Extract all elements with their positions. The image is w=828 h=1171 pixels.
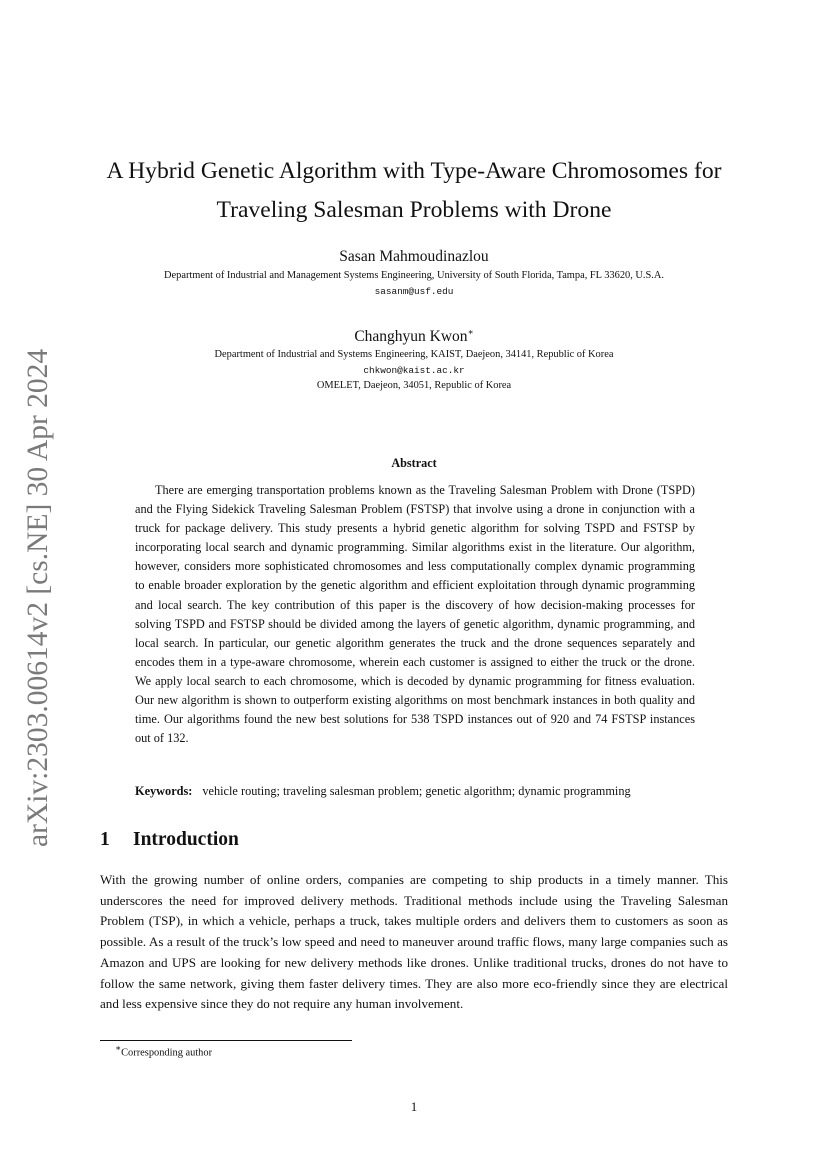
abstract-body: There are emerging transportation problems known as the Traveling Salesman Problem with Drone (TSPD) and the Flying Sidekick Traveling Salesman Problem (FSTSP) that involve using a drone in conjunction with a truck for package delivery. This study presents a hybrid genetic algorithm for solving TSPD and FSTSP by incorporating local search and dynamic programming. Similar algorithms exist in the literature. Our algorithm, however, considers more sophisticated chromosomes and less computationally complex dynamic programming to enable broader exploration by the genetic algorithm and efficient exploitation through dynamic programming and local search. The key contribution of this paper is the discovery of how decision-making processes for solving TSPD and FSTSP should be divided among the layers of genetic algorithm, dynamic programming, and local search. In particular, our genetic algorithm generates the truck and the drone sequences separately and encodes them in a type-aware chromosome, wherein each customer is assigned to either the truck or the drone. We apply local search to each chromosome, which is decoded by dynamic programming for fitness evaluation. Our new algorithm is shown to outperform existing algorithms on most benchmark instances in both quality and time. Our algorithms found the new best solutions for 538 TSPD instances out of 920 and 74 FSTSP instances out of 132. (135, 483, 695, 746)
footnote-rule (100, 1040, 352, 1041)
author-2-name (60, 327, 768, 346)
section-number: 1 (100, 829, 110, 850)
footnote (115, 1043, 212, 1058)
author-1-email: sasanm@usf.edu (374, 286, 454, 297)
footnote-text: Corresponding author (121, 1047, 213, 1059)
section-heading (100, 829, 239, 851)
page-number: 1 (410, 1099, 418, 1114)
arxiv-identifier: arXiv:2303.00614v2 [cs.NE] 30 Apr 2024 (22, 348, 54, 847)
author-1-affiliation: Department of Industrial and Management Systems Engineering, University of South Florida, Tampa, FL 33620, U.S.A. (164, 270, 664, 281)
introduction-body: With the growing number of online orders, companies are competing to ship products in a timely manner. This underscores the need for improved delivery methods. Traditional methods include using the Traveling Salesman Problem (TSP), in which a vehicle, perhaps a truck, takes multiple orders and delivers them to customers as soon as possible. As a result of the truck’s low speed and need to maneuver around traffic flows, many large companies such as Amazon and UPS are looking for new delivery methods like drones. Unlike traditional trucks, drones do not have to follow the same network, giving them faster delivery times. They are also more eco-friendly since they are electrical and less expensive since they do not require any human involvement. (100, 872, 728, 1012)
author-2-affiliation: Department of Industrial and Systems Engineering, KAIST, Daejeon, 34141, Republic of Korea (214, 349, 614, 360)
keywords-label: Keywords: (135, 784, 193, 798)
author-1-name-text: Sasan Mahmoudinazlou (339, 248, 489, 265)
author-1-name (60, 248, 768, 266)
title-line-2: Traveling Salesman Problems with Drone (216, 197, 612, 223)
paper-title (60, 152, 768, 230)
keywords-text: vehicle routing; traveling salesman problem; genetic algorithm; dynamic programming (202, 784, 631, 798)
author-2-affiliation-2: OMELET, Daejeon, 34051, Republic of Korea (316, 380, 512, 391)
abstract-heading: Abstract (391, 456, 437, 470)
section-title: Introduction (133, 829, 239, 850)
author-2-email: chkwon@kaist.ac.kr (363, 365, 465, 376)
keywords (135, 784, 735, 799)
author-2-name-text: Changhyun Kwon (354, 328, 468, 346)
footnote-marker: ∗ (115, 1043, 122, 1053)
title-line-1: A Hybrid Genetic Algorithm with Type-Aware Chromosomes for (106, 158, 722, 184)
corresponding-marker: ∗ (467, 327, 474, 337)
